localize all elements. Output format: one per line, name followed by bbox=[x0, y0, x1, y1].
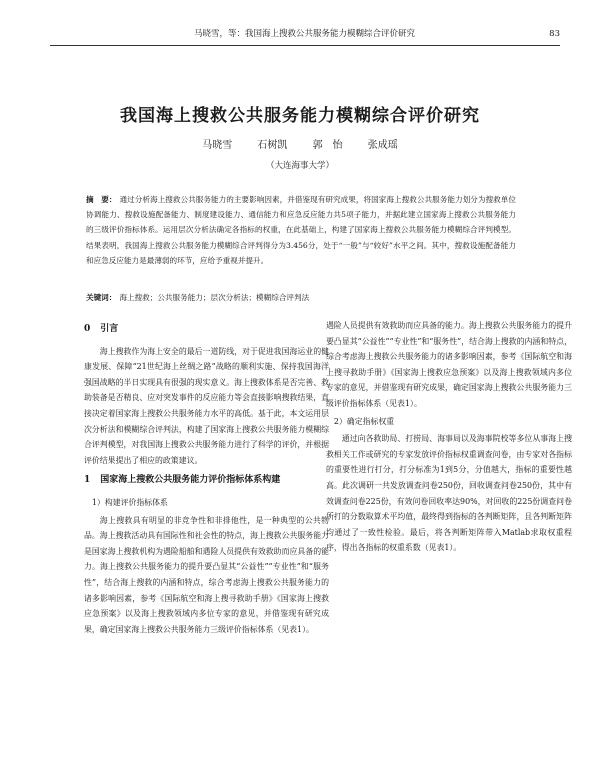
keywords bbox=[86, 290, 516, 305]
section-number: 1 bbox=[84, 475, 91, 486]
author-name: 张成瑶 bbox=[367, 140, 398, 151]
section-title: 国家海上搜救公共服务能力评价指标体系构建 bbox=[100, 475, 281, 486]
body-paragraph: 海上搜救具有明显的非竞争性和非排他性，是一种典型的公共物品。海上搜救活动具有国际性和社会性的特点，海上搜救公共服务能力是国家海上搜救机构为遇险船舶和遇险人员提供有效救助而应具备的能力。海上搜救公共服务能力的提升要凸显其“公益性”“专业性”和“服务性”，结合海上搜救的内涵和特点，综合考虑海上搜救公共服务能力的诸多影响因素，参考《国际航空和海上搜寻救助手册》《国家海上搜救应急预案》以及海上搜救领域内多位专家的意见，并借鉴现有研究成果，确定国家海上搜救公共服务能力三级评价指标体系（见表1）。 bbox=[84, 515, 329, 634]
abstract-text: 通过分析海上搜救公共服务能力的主要影响因素，并借鉴现有研究成果，将国家海上搜救公共服务能力划分为搜救单位协调能力、搜救设施配备能力、制度建设能力、通信能力和应急反应能力共5项子能力，并据此建立国家海上搜救公共服务能力的三级评价指标体系。运用层次分析法确定各指标的权重，在此基础上，构建了国家海上搜救公共服务能力模糊综合评判模型。结果表明，我国海上搜救公共服务能力模糊综合评判得分为3.456分，处于“一般”与“较好”水平之间。其中，搜救设施配备能力和应急反应能力是最薄弱的环节，应给予重视并提升。 bbox=[86, 195, 517, 265]
subsection-heading: 1）构建评价指标体系 bbox=[91, 497, 168, 507]
author-name: 石树凯 bbox=[257, 140, 288, 151]
affiliation: （大连海事大学） bbox=[265, 161, 334, 171]
author-name: 马晓雪 bbox=[202, 140, 233, 151]
body-paragraph: 通过向各救助局、打捞局、海事局以及海事院校等多位从事海上搜救相关工作或研究的专家发放评价指标权重调查问卷，由专家对各指标的重要性进行打分，打分标准为1到5分，分值越大，指标的重要性越高。此次调研一共发放调查问卷250份，回收调查问卷250份，其中有效调查问卷225份，有效问卷回收率达90%，对回收的225份调查问卷所打的分数取算术平均值，最终得到指标的各判断矩阵，且各判断矩阵均通过了一致性检验。最后，将各判断矩阵带入Matlab求取权重程序，得出各指标的权重系数（见表1）。 bbox=[326, 434, 572, 553]
section-number: 0 bbox=[84, 324, 91, 334]
running-header bbox=[50, 26, 560, 42]
paper-title: 我国海上搜救公共服务能力模糊综合评价研究 bbox=[120, 106, 480, 126]
section-heading bbox=[84, 473, 329, 489]
page-number: 83 bbox=[549, 29, 560, 39]
section-title: 引言 bbox=[100, 324, 119, 334]
right-column bbox=[326, 318, 572, 556]
author-name: 郭 怡 bbox=[312, 140, 343, 151]
left-column bbox=[84, 318, 329, 634]
abstract bbox=[86, 192, 516, 268]
keywords-text: 海上搜救；公共服务能力；层次分析法；模糊综合评判法 bbox=[119, 293, 310, 302]
header-rule bbox=[50, 45, 560, 46]
running-title: 马晓雪，等：我国海上搜救公共服务能力模糊综合评价研究 bbox=[194, 29, 416, 39]
section-heading bbox=[84, 322, 329, 338]
abstract-label: 摘 要： bbox=[86, 195, 117, 204]
author-list bbox=[0, 136, 600, 151]
continued-text: 遇险人员提供有效救助而应具备的能力。海上搜救公共服务能力的提升要凸显其“公益性”“专业性”和“服务性”，结合海上搜救的内涵和特点，综合考虑海上搜救公共服务能力的诸多影响因素，参考《国际航空和海上搜寻救助手册》《国家海上搜救应急预案》以及海上搜救领域内多位专家的意见，并借鉴现有研究成果，确定国家海上搜救公共服务能力三级评价指标体系（见表1）。 bbox=[326, 321, 572, 408]
intro-paragraph: 海上搜救作为海上安全的最后一道防线，对于促进我国海运业的健康发展、保障“21世纪海上丝绸之路”战略的顺利实施、保持我国海洋强国战略的半日实现具有很强的现实意义。海上搜救体系是否完善、救助装备是否精良、应对突发事件的反应能力等会直接影响搜救结果，直接决定着国家海上搜救公共服务能力水平的高低。基于此，本文运用层次分析法和模糊综合评判法，构建了国家海上搜救公共服务能力模糊综合评判模型，对我国海上搜救公共服务能力进行了科学的评价，并根据评价结果提出了相应的政策建议。 bbox=[84, 346, 329, 465]
keywords-label: 关键词： bbox=[86, 293, 117, 302]
subsection-heading: 2）确定指标权重 bbox=[333, 416, 395, 426]
